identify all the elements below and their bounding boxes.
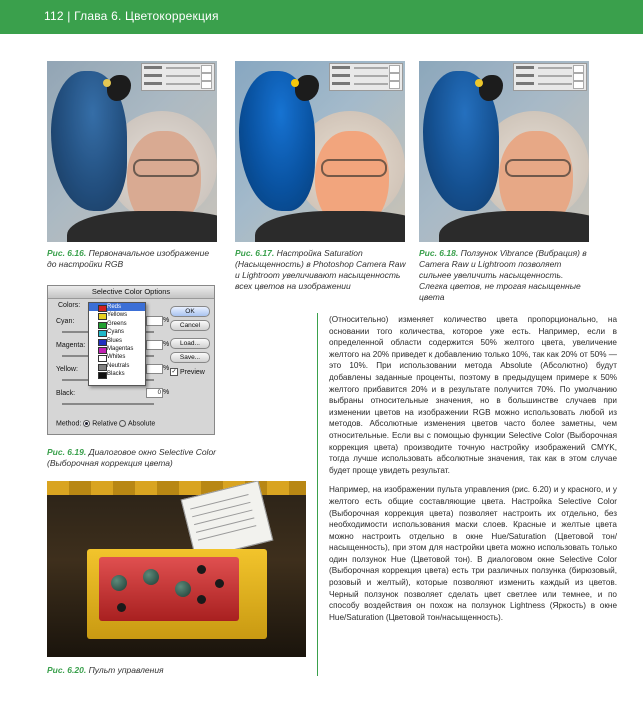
caption-number: Рис. 6.18. bbox=[419, 248, 459, 258]
glasses-shape bbox=[133, 159, 199, 177]
black-label: Black: bbox=[56, 390, 76, 397]
yellow-pct: % bbox=[163, 365, 170, 372]
method-row bbox=[56, 420, 155, 427]
cyan-value-field[interactable] bbox=[146, 316, 163, 326]
black-pct: % bbox=[163, 389, 170, 396]
caption-text: Пульт управления bbox=[86, 665, 164, 675]
parrot-eye-shape bbox=[475, 79, 483, 87]
caption-fig-6-16 bbox=[47, 248, 219, 270]
cyan-pct: % bbox=[163, 317, 170, 324]
knob-icon bbox=[175, 581, 191, 597]
ok-button[interactable]: OK bbox=[170, 306, 210, 317]
magenta-value-field[interactable] bbox=[146, 340, 163, 350]
shirt-shape bbox=[255, 211, 405, 242]
dropdown-item-reds[interactable] bbox=[89, 303, 145, 311]
magenta-pct: % bbox=[163, 341, 170, 348]
black-slider[interactable] bbox=[62, 403, 154, 405]
checkmark-icon: ✓ bbox=[171, 369, 177, 375]
colors-label: Colors: bbox=[58, 302, 81, 309]
caption-number: Рис. 6.19. bbox=[47, 447, 87, 457]
parrot-eye-shape bbox=[291, 79, 299, 87]
glasses-shape bbox=[321, 159, 387, 177]
settings-panel-thumbnail bbox=[513, 63, 587, 91]
parrot-beak-shape bbox=[295, 75, 319, 101]
parrot-beak-shape bbox=[107, 75, 131, 101]
button-dot-icon bbox=[117, 603, 126, 612]
shirt-shape bbox=[439, 211, 589, 242]
dropdown-item-neutrals[interactable] bbox=[89, 362, 145, 370]
relative-radio[interactable] bbox=[83, 420, 90, 427]
dropdown-item-blacks[interactable] bbox=[89, 370, 145, 378]
cyan-label: Cyan: bbox=[56, 318, 75, 325]
caption-number: Рис. 6.17. bbox=[235, 248, 275, 258]
cancel-button[interactable]: Cancel bbox=[170, 320, 210, 331]
button-dot-icon bbox=[197, 595, 206, 604]
paragraph-1: (Относительно) изменяет количество цвета пропорционально, на основании того количества, которое уже есть. Например, если в определенной области содержится 50% желтого цвета, увеличение желтого на 20% приведет к добавлению только 10%, так как 20% от 50% — это 10%. При использовании метода Absolute (Абсолютно) будут добавлены заданные проценты, поэтому в предыдущем примере к 50% желтого прибавится 20% и в результате получится 70%. По умолчанию выбраны относительные значения, но в большинстве случаев при изменении цветов на изображении RGB можно использовать любой из методов. Абсолютные изменения цветов часто более заметны, чем относительные. Если вы с помощью функции Selective Color (Выборочная коррекция цвета) производите точную настройку изображений CMYK, тогда лучше использовать абсолютные значения, так как в этом случае будет проще увидеть результат. bbox=[329, 315, 617, 475]
page-header bbox=[0, 0, 643, 34]
dropdown-item-yellows[interactable] bbox=[89, 311, 145, 319]
parrot-beak-shape bbox=[479, 75, 503, 101]
paragraph-2: Например, на изображении пульта управления (рис. 6.20) и у красного, и у желтого есть общие составляющие цвета. Настройка Selective Color (Выборочная коррекция цвета) позволяет настроить их отдельно, без необходимости использования маски слоев. Красные и желтые цвета можно настроить отдельно в окне Hue/Saturation (Цветовой тон/насыщенность), при этом для настройки цвета можно использовать только один ползунок Hue (Цветовой тон). В диалоговом окне Selective Color (Выборочная коррекция цвета) есть три различных ползунка (бирюзовый, розовый и желтый), которые позволяют изменить каждый из цветов. Черный ползунок позволяет сделать цвет светлее или темнее, и по способу воздействия он похож на ползунок Lightness (Яркость) в окне Hue/Saturation (Цветовой тон/насыщенность). bbox=[329, 485, 617, 622]
dropdown-item-label: Cyans bbox=[107, 329, 125, 336]
black-value-field[interactable]: 0 bbox=[146, 388, 163, 398]
settings-panel-thumbnail bbox=[141, 63, 215, 91]
dropdown-item-label: Reds bbox=[107, 304, 122, 310]
preview-label: Preview bbox=[179, 368, 205, 376]
caption-number: Рис. 6.16. bbox=[47, 248, 87, 258]
method-label: Method: bbox=[56, 420, 82, 428]
settings-panel-thumbnail bbox=[329, 63, 403, 91]
dropdown-item-label: Greens bbox=[107, 320, 127, 327]
dropdown-item-greens[interactable] bbox=[89, 320, 145, 328]
photo-vibrance bbox=[419, 61, 589, 242]
blacks-swatch bbox=[98, 372, 107, 379]
absolute-radio[interactable] bbox=[119, 420, 126, 427]
dropdown-item-label: Yellows bbox=[107, 312, 128, 319]
shirt-shape bbox=[67, 211, 217, 242]
yellow-label: Yellow: bbox=[56, 366, 78, 373]
yellow-value-field[interactable] bbox=[146, 364, 163, 374]
photo-control-panel bbox=[47, 481, 306, 657]
dropdown-item-label: Blacks bbox=[107, 371, 125, 378]
caption-fig-6-19 bbox=[47, 447, 219, 469]
caption-text: Диалоговое окно Selective Color (Выборочная коррекция цвета) bbox=[47, 447, 217, 468]
caption-text: Ползунок Vibrance (Вибрация) в Camera Raw и Lightroom позволяет сильнее увеличить насыщенность. Слегка цветов, не трогая насыщенные цвета bbox=[419, 248, 587, 302]
body-text-column bbox=[329, 314, 617, 623]
dropdown-item-magentas[interactable] bbox=[89, 345, 145, 353]
dropdown-item-cyans[interactable] bbox=[89, 328, 145, 336]
save-button[interactable]: Save... bbox=[170, 352, 210, 363]
button-dot-icon bbox=[215, 579, 224, 588]
magenta-label: Magenta: bbox=[56, 342, 86, 349]
colors-dropdown-menu[interactable] bbox=[88, 302, 146, 386]
parrot-eye-shape bbox=[103, 79, 111, 87]
caption-number: Рис. 6.20. bbox=[47, 665, 87, 675]
photo-saturation bbox=[235, 61, 405, 242]
preview-checkbox[interactable] bbox=[170, 368, 205, 376]
column-rule bbox=[317, 313, 318, 676]
relative-label: Relative bbox=[92, 420, 118, 428]
dropdown-item-label: Whites bbox=[107, 354, 126, 361]
dropdown-item-whites[interactable] bbox=[89, 353, 145, 361]
glasses-shape bbox=[505, 159, 571, 177]
absolute-label: Absolute bbox=[128, 420, 156, 428]
load-button[interactable]: Load... bbox=[170, 338, 210, 349]
yellow-rail-shape bbox=[47, 481, 306, 495]
dropdown-item-label: Neutrals bbox=[107, 362, 130, 369]
photo-original bbox=[47, 61, 217, 242]
dialog-title: Selective Color Options bbox=[48, 286, 214, 299]
caption-text: Первоначальное изображение до настройки RGB bbox=[47, 248, 210, 269]
caption-fig-6-20 bbox=[47, 665, 247, 676]
caption-fig-6-17 bbox=[235, 248, 407, 292]
knob-icon bbox=[143, 569, 159, 585]
dropdown-item-label: Blues bbox=[107, 337, 123, 344]
knob-icon bbox=[111, 575, 127, 591]
caption-text: Настройка Saturation (Насыщенность) в Photoshop Camera Raw и Lightroom увеличивают насыщенность всех цветов на изображении bbox=[235, 248, 406, 291]
page-header-text: 112 | Глава 6. Цветокоррекция bbox=[44, 9, 219, 23]
caption-fig-6-18 bbox=[419, 248, 591, 303]
dropdown-item-blues[interactable] bbox=[89, 337, 145, 345]
dropdown-item-label: Magentas bbox=[107, 345, 134, 352]
selective-color-dialog bbox=[47, 285, 215, 435]
button-dot-icon bbox=[197, 565, 206, 574]
